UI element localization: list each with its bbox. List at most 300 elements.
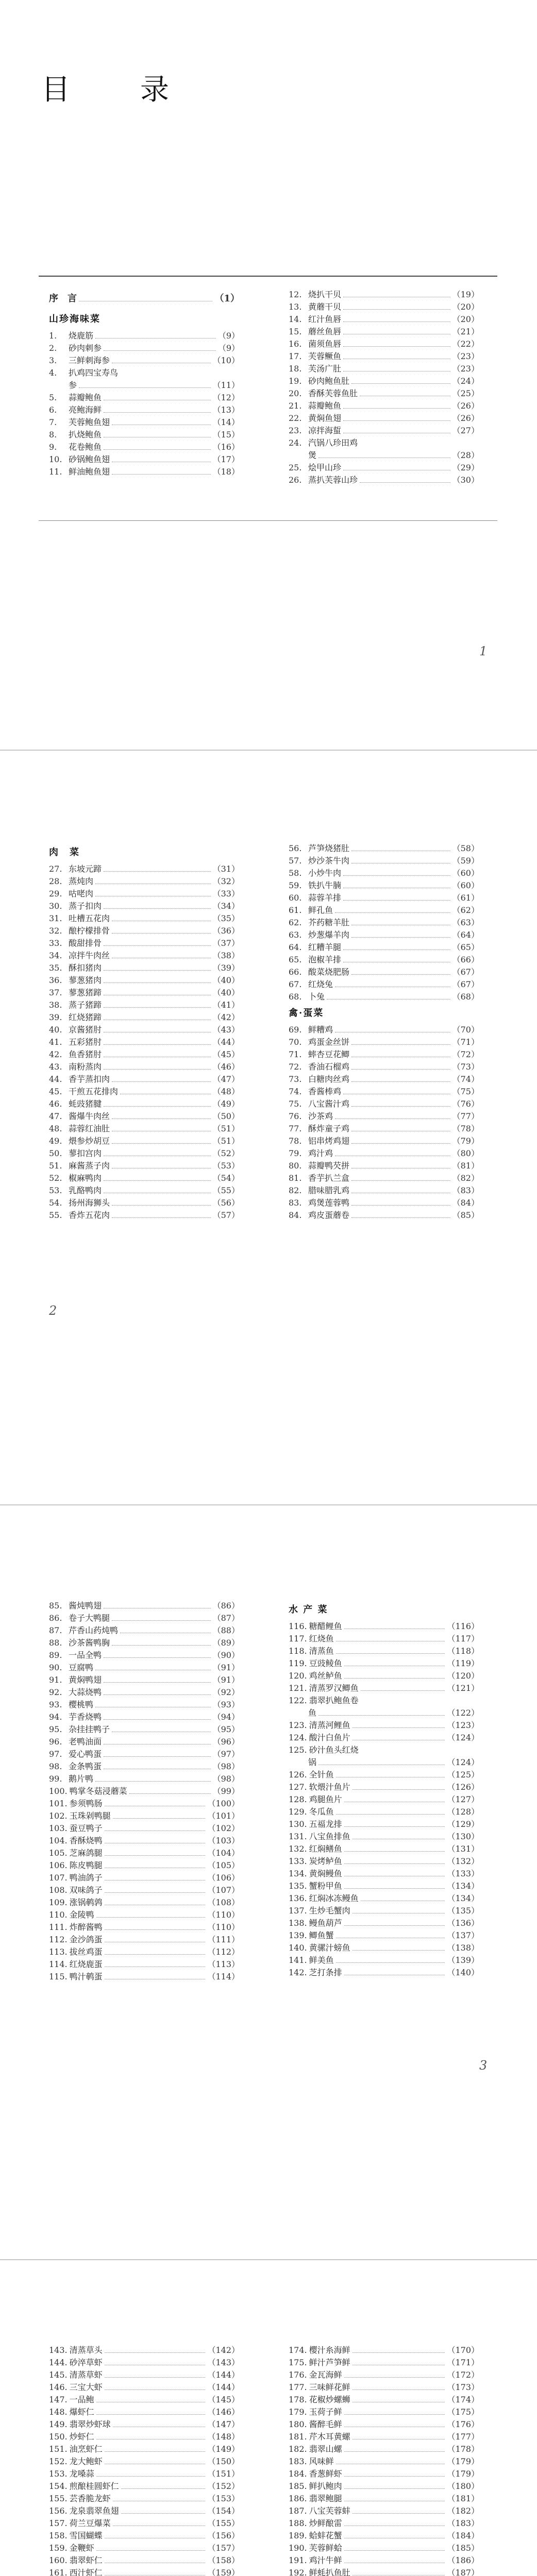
toc-entry <box>289 2418 479 2431</box>
toc-entry-number: 89. <box>49 1650 62 1660</box>
toc-entry-number: 35. <box>49 963 62 973</box>
toc-entry <box>289 1831 479 1843</box>
toc-entry <box>49 1711 240 1723</box>
toc-entry-page: （129） <box>447 1819 479 1829</box>
toc-entry-number: 142. <box>289 1968 307 1977</box>
toc-entry <box>289 363 479 375</box>
toc-entry <box>289 1657 479 1670</box>
toc-entry-page: （122） <box>447 1708 479 1718</box>
toc-entry-page: （81） <box>452 1161 479 1171</box>
dot-leader <box>318 1715 445 1716</box>
toc-entry-page: （83） <box>452 1185 479 1195</box>
toc-entry-page: （147） <box>207 2419 240 2429</box>
toc-entry <box>289 1184 479 1197</box>
toc-entry-title: 爆虾仁 <box>69 2407 94 2417</box>
toc-entry-number: 153. <box>49 2469 68 2479</box>
toc-entry-title: 煎酿桂圆虾仁 <box>69 2481 119 2491</box>
toc-page-4 <box>0 2262 537 2576</box>
toc-entry-title: 卷子大鸭腿 <box>69 1613 110 1623</box>
toc-entry-title: 鸡丝鲈鱼 <box>309 1671 342 1681</box>
toc-page-2 <box>0 752 537 1502</box>
toc-entry-page: （159） <box>207 2568 240 2576</box>
toc-entry <box>289 2431 479 2443</box>
toc-column-right <box>289 289 479 486</box>
toc-entry-page: （153） <box>207 2494 240 2503</box>
toc-entry-title: 参须鸭肠 <box>69 1799 103 1808</box>
toc-entry-title: 雪国蝴蝶 <box>69 2531 103 2540</box>
toc-column-left <box>49 1600 240 1983</box>
dot-leader <box>96 2414 206 2415</box>
toc-entry <box>49 888 240 900</box>
toc-entry-title: 金陵鸭 <box>69 1910 94 1920</box>
toc-entry-number: 117. <box>289 1634 307 1643</box>
toc-entry-title: 序 言 <box>49 293 77 304</box>
toc-entry-page: （179） <box>447 2469 479 2479</box>
toc-entry-page: （23） <box>452 351 479 361</box>
toc-entry-page: （70） <box>452 1025 479 1035</box>
toc-entry-page: （92） <box>212 1687 240 1697</box>
toc-entry-title: 香炸五花肉 <box>69 1210 110 1220</box>
toc-entry <box>49 974 240 987</box>
section-heading: 禽·蛋菜 <box>289 1008 324 1019</box>
toc-entry <box>49 404 240 416</box>
toc-entry-title: 芦笋烧猪肚 <box>308 843 350 853</box>
toc-entry-page: （133） <box>447 1869 479 1878</box>
toc-entry <box>49 2468 240 2480</box>
toc-entry-number: 138. <box>289 1918 307 1928</box>
toc-entry-title: 酱爆牛肉丝 <box>69 1111 110 1121</box>
toc-entry-number: 43. <box>49 1062 62 1072</box>
toc-entry-title: 酸甜排骨 <box>69 938 102 948</box>
toc-entry-page: （90） <box>212 1650 240 1660</box>
toc-entry-number: 110. <box>49 1910 68 1920</box>
toc-entry-number: 8. <box>49 430 57 439</box>
toc-entry-number: 23. <box>289 426 302 435</box>
toc-entry <box>289 1694 479 1707</box>
dot-leader <box>104 350 216 351</box>
toc-entry-title: 鸭油鸽子 <box>69 1873 103 1883</box>
toc-entry-page: （40） <box>212 988 240 997</box>
toc-entry-page: （91） <box>212 1663 240 1672</box>
toc-entry-page: （36） <box>212 926 240 936</box>
toc-entry-title: 酸菜烧肥肠 <box>308 967 350 977</box>
toc-entry-title: 酿柠檬排骨 <box>69 926 110 936</box>
toc-entry-number: 41. <box>49 1037 62 1047</box>
toc-entry-number: 118. <box>289 1646 307 1656</box>
toc-entry <box>49 900 240 912</box>
toc-entry-number: 65. <box>289 955 302 964</box>
toc-entry-number: 90. <box>49 1663 62 1672</box>
toc-entry <box>49 1810 240 1822</box>
toc-entry <box>49 2517 240 2530</box>
toc-entry <box>289 1123 479 1135</box>
toc-entry-number: 83. <box>289 1198 302 1208</box>
toc-entry-number: 7. <box>49 417 57 427</box>
toc-entry <box>49 1098 240 1110</box>
toc-entry-page: （39） <box>212 963 240 973</box>
toc-entry-title: 扬州海狮头 <box>69 1198 110 1208</box>
toc-entry-title: 香酥芙蓉鱼肚 <box>308 388 358 398</box>
toc-entry <box>289 2381 479 2394</box>
toc-entry-page: （150） <box>207 2456 240 2466</box>
toc-entry-page: （110） <box>207 1910 240 1920</box>
toc-entry <box>289 2344 479 2357</box>
toc-entry-title: 红烧鹿蛋 <box>69 1959 103 1969</box>
toc-entry-page: （86） <box>212 1601 240 1611</box>
toc-entry-title: 砂汁鱼头红烧 <box>309 1745 359 1755</box>
toc-entry-title: 金瓦海鲜 <box>309 2370 342 2380</box>
toc-entry-page: （175） <box>447 2407 479 2417</box>
toc-entry <box>49 1921 240 1934</box>
toc-entry-number: 56. <box>289 843 302 853</box>
dot-leader <box>353 1727 445 1728</box>
dot-leader <box>105 2352 206 2353</box>
dot-leader <box>343 321 450 322</box>
toc-entry-title: 清蒸河鲤鱼 <box>309 1720 350 1730</box>
toc-entry-number: 100. <box>49 1786 68 1796</box>
toc-entry <box>49 962 240 974</box>
toc-entry-page: （104） <box>207 1848 240 1858</box>
toc-entry-number: 105. <box>49 1848 68 1858</box>
toc-entry-title: 鱼 <box>308 1708 317 1718</box>
toc-entry <box>289 2406 479 2418</box>
toc-entry-number: 62. <box>289 918 302 927</box>
toc-entry <box>289 289 479 301</box>
toc-entry-title: 炒沙茶牛肉 <box>308 856 350 866</box>
toc-entry <box>49 367 240 379</box>
toc-entry <box>49 1958 240 1971</box>
toc-entry-title: 樱桃鸭 <box>69 1700 94 1709</box>
toc-entry-number: 91. <box>49 1675 62 1685</box>
toc-entry-title: 鲜美鱼 <box>309 1955 334 1965</box>
toc-entry-number: 96. <box>49 1737 62 1747</box>
toc-entry-page: （77） <box>452 1111 479 1121</box>
toc-entry-page: （94） <box>212 1712 240 1722</box>
toc-entry-page: （93） <box>212 1700 240 1709</box>
toc-entry-number: 12. <box>289 290 302 299</box>
toc-entry-number: 157. <box>49 2518 68 2528</box>
toc-entry-number: 160. <box>49 2555 68 2565</box>
toc-entry <box>49 1147 240 1160</box>
toc-entry-page: （1） <box>214 293 240 304</box>
toc-entry-page: （34） <box>212 901 240 911</box>
toc-entry-title: 全针鱼 <box>309 1770 334 1780</box>
toc-entry <box>289 313 479 326</box>
toc-entry <box>289 1905 479 1917</box>
page-separator <box>0 1504 537 1505</box>
toc-entry-page: （32） <box>212 876 240 886</box>
toc-entry-page: （120） <box>447 1671 479 1681</box>
toc-entry <box>289 1880 479 1892</box>
dot-leader <box>344 1863 445 1864</box>
toc-entry-title: 黄焖鱼翅 <box>308 413 342 423</box>
toc-entry-title: 芥药糖羊肚 <box>308 918 350 927</box>
toc-entry-page: （11） <box>212 380 240 390</box>
toc-entry <box>289 2554 479 2567</box>
toc-column-left <box>49 842 240 1222</box>
toc-entry-title: 蒜瓣鲍鱼 <box>69 393 102 402</box>
toc-entry-title: 三鲜刺海参 <box>69 355 110 365</box>
toc-entry-number: 58. <box>289 868 302 878</box>
dot-leader <box>112 1081 211 1082</box>
toc-entry-number: 9. <box>49 442 57 452</box>
toc-entry-number: 22. <box>289 413 302 423</box>
toc-entry-title: 三宝大虾 <box>69 2382 103 2392</box>
toc-entry-title: 芙蓉鳜鱼 <box>308 351 342 361</box>
toc-entry-page: （143） <box>207 2358 240 2367</box>
dot-leader <box>113 1818 206 1819</box>
toc-entry-title: 铁扒牛腩 <box>308 880 342 890</box>
toc-entry-page: （138） <box>447 1943 479 1953</box>
toc-entry-page: （72） <box>452 1049 479 1059</box>
toc-entry-title: 鸭汁鹌蛋 <box>69 1972 103 1981</box>
toc-entry-title: 黄蘑干贝 <box>308 302 342 312</box>
dot-leader <box>105 1929 206 1930</box>
toc-entry <box>289 1855 479 1868</box>
toc-entry-number: 156. <box>49 2506 68 2516</box>
toc-entry <box>289 842 479 855</box>
toc-entry-number: 85. <box>49 1601 62 1611</box>
toc-entry-number: 176. <box>289 2370 307 2380</box>
toc-entry-number: 67. <box>289 979 302 989</box>
toc-entry-title: 红焖冰冻鳗鱼 <box>309 1893 359 1903</box>
toc-entry-title: 蘑丝鱼唇 <box>308 327 342 336</box>
dot-leader <box>104 1719 211 1720</box>
toc-entry <box>49 1123 240 1135</box>
toc-entry-page: （19） <box>452 290 479 299</box>
dot-leader <box>335 1118 450 1119</box>
toc-entry <box>49 2357 240 2369</box>
toc-entry-number: 180. <box>289 2419 307 2429</box>
toc-entry-page: （74） <box>452 1074 479 1084</box>
page-title: 目 录 <box>41 73 190 107</box>
toc-entry-number: 31. <box>49 913 62 923</box>
toc-entry-page: （111） <box>207 1935 240 1944</box>
toc-entry-number: 108. <box>49 1885 68 1895</box>
toc-entry-number: 52. <box>49 1173 62 1183</box>
dot-leader <box>112 1645 211 1646</box>
toc-entry-title: 香葱鲜虾 <box>309 2469 342 2479</box>
toc-entry-title: 香酱棒鸡 <box>308 1087 342 1096</box>
toc-entry <box>49 1048 240 1061</box>
toc-entry-number: 42. <box>49 1049 62 1059</box>
toc-entry-title: 龙大鲍虾 <box>69 2456 103 2466</box>
toc-entry-page: （157） <box>207 2543 240 2553</box>
toc-entry-title: 鲜汁芦笋鲜 <box>309 2358 350 2367</box>
toc-entry-title: 香芋蒸扣肉 <box>69 1074 110 1084</box>
toc-entry <box>289 1868 479 1880</box>
dot-leader <box>104 1694 211 1695</box>
dot-leader <box>344 2488 445 2489</box>
toc-entry-page: （110） <box>207 1922 240 1932</box>
toc-entry-page: （41） <box>212 1000 240 1010</box>
toc-entry-number: 130. <box>289 1819 307 1829</box>
toc-entry-number: 128. <box>289 1794 307 1804</box>
toc-entry <box>49 999 240 1011</box>
dot-leader <box>353 2389 445 2390</box>
toc-entry-number: 112. <box>49 1935 68 1944</box>
toc-entry-page: （125） <box>447 1770 479 1780</box>
toc-entry <box>289 387 479 400</box>
toc-entry-number: 60. <box>289 893 302 903</box>
toc-entry-title: 扒鸡四宝寿鸟 <box>69 368 119 378</box>
toc-entry-number: 178. <box>289 2395 307 2404</box>
toc-entry-page: （176） <box>447 2419 479 2429</box>
toc-entry-page: （146） <box>207 2407 240 2417</box>
toc-entry-page: （87） <box>212 1613 240 1623</box>
toc-entry-number: 97. <box>49 1749 62 1759</box>
toc-entry-page: （9） <box>217 343 240 353</box>
dot-leader <box>104 1657 211 1658</box>
toc-entry <box>289 400 479 412</box>
toc-entry-page: （101） <box>207 1811 240 1821</box>
toc-entry-title: 吐槽五花肉 <box>69 913 110 923</box>
toc-entry <box>289 1917 479 1929</box>
dot-leader <box>104 970 211 971</box>
toc-entry <box>289 1209 479 1222</box>
toc-entry-number: 177. <box>289 2382 307 2392</box>
toc-entry-title: 泡椒羊排 <box>308 955 342 964</box>
toc-entry-title: 酱醉毛鲜 <box>309 2419 342 2429</box>
toc-entry-page: （49） <box>212 1099 240 1109</box>
toc-entry-page: （131） <box>447 1844 479 1854</box>
toc-entry-page: （124） <box>447 1733 479 1742</box>
toc-entry-page: （29） <box>452 463 479 472</box>
toc-entry <box>289 474 479 486</box>
toc-entry-page: （67） <box>452 979 479 989</box>
dot-leader <box>351 383 450 384</box>
toc-entry <box>289 2443 479 2455</box>
toc-entry-title: 龙泉翡翠鱼翅 <box>69 2506 119 2516</box>
toc-entry-number: 136. <box>289 1893 307 1903</box>
toc-entry <box>49 1946 240 1958</box>
toc-entry-page: （20） <box>452 314 479 324</box>
toc-entry-page: （128） <box>447 1807 479 1817</box>
toc-entry-page: （66） <box>452 955 479 964</box>
toc-entry-title: 油烹虾仁 <box>69 2444 103 2454</box>
toc-entry-page: （28） <box>452 450 479 460</box>
toc-entry-title: 龙嗓蒜 <box>69 2469 94 2479</box>
toc-entry-page: （155） <box>207 2518 240 2528</box>
toc-entry-number: 81. <box>289 1173 302 1183</box>
toc-entry-title: 红烧兔 <box>308 979 333 989</box>
toc-entry-page: （10） <box>212 355 240 365</box>
toc-entry <box>49 1649 240 1662</box>
toc-entry-title: 豆腐鸭 <box>69 1663 94 1672</box>
toc-entry-number: 121. <box>289 1683 307 1693</box>
toc-entry-title: 芙蓉鲍鱼翅 <box>69 417 110 427</box>
toc-entry-number: 82. <box>289 1185 302 1195</box>
toc-entry-number: 185. <box>289 2481 307 2491</box>
toc-entry-title: 西汁虾仁 <box>69 2568 103 2576</box>
toc-entry-number: 84. <box>289 1210 302 1220</box>
toc-entry <box>289 2530 479 2542</box>
toc-entry <box>49 925 240 937</box>
toc-entry <box>289 1744 479 1756</box>
toc-entry-title: 老鸭油面 <box>69 1737 102 1747</box>
toc-entry-page: （47） <box>212 1074 240 1084</box>
toc-entry-title: 芸香脆龙虾 <box>69 2494 111 2503</box>
toc-entry-page: （149） <box>207 2444 240 2454</box>
toc-entry-title: 咕咾肉 <box>69 889 94 899</box>
toc-entry-title: 砂锅鲍鱼翅 <box>69 454 110 464</box>
toc-entry-page: （118） <box>447 1646 479 1656</box>
toc-entry-number: 74. <box>289 1087 302 1096</box>
dot-leader <box>351 974 450 975</box>
toc-entry <box>289 1135 479 1147</box>
toc-page-3 <box>0 1507 537 2257</box>
toc-entry-page: （134） <box>447 1893 479 1903</box>
toc-entry-number: 113. <box>49 1947 68 1957</box>
toc-entry-number: 181. <box>289 2432 307 2442</box>
toc-entry <box>289 350 479 363</box>
toc-entry-title: 煲 <box>308 450 317 460</box>
toc-entry-page: （113） <box>207 1959 240 1969</box>
dot-leader <box>112 1217 211 1218</box>
toc-entry-number: 115. <box>49 1972 68 1981</box>
toc-entry-title: 红烧鱼 <box>309 1634 334 1643</box>
dot-leader <box>104 1682 211 1683</box>
toc-entry <box>49 453 240 466</box>
toc-entry <box>289 1732 479 1744</box>
toc-entry-title: 玉珠剁鸭腿 <box>69 1811 111 1821</box>
toc-entry-page: （44） <box>212 1037 240 1047</box>
toc-entry-title: 南粉蒸肉 <box>69 1062 102 1072</box>
toc-entry <box>49 1748 240 1760</box>
toc-entry-title: 蟹粉甲鱼 <box>309 1881 342 1891</box>
toc-entry-title: 鸡蛋金丝饼 <box>308 1037 350 1047</box>
toc-entry <box>49 1135 240 1147</box>
toc-entry-title: 烧鹿筋 <box>69 331 94 341</box>
toc-entry-title: 八宝芙蓉蚌 <box>309 2506 350 2516</box>
toc-entry-title: 干煎五花排肉 <box>69 1087 119 1096</box>
toc-entry-number: 102. <box>49 1811 68 1821</box>
toc-entry-number: 40. <box>49 1025 62 1035</box>
toc-entry-page: （80） <box>452 1148 479 1158</box>
toc-entry-title: 冬瓜鱼 <box>309 1807 334 1817</box>
toc-entry <box>49 1209 240 1222</box>
toc-entry-title: 花椒炒螺蛳 <box>309 2395 350 2404</box>
toc-entry <box>289 2369 479 2381</box>
toc-entry-number: 145. <box>49 2370 68 2380</box>
toc-entry-number: 19. <box>289 376 302 386</box>
toc-entry <box>289 1929 479 1942</box>
toc-entry-page: （48） <box>212 1087 240 1096</box>
toc-entry-title: 小炒牛肉 <box>308 868 342 878</box>
toc-entry-number: 77. <box>289 1124 302 1133</box>
toc-entry-page: （46） <box>212 1062 240 1072</box>
toc-entry-number: 191. <box>289 2555 307 2565</box>
toc-entry-title: 鸡腿鱼片 <box>309 1794 342 1804</box>
dot-leader <box>343 309 450 310</box>
toc-entry-number: 134. <box>289 1869 307 1878</box>
toc-entry-number: 192. <box>289 2568 307 2576</box>
dot-leader <box>95 1781 211 1782</box>
toc-entry-number: 133. <box>289 1856 307 1866</box>
toc-entry-title: 蛤蚌花蟹 <box>309 2531 342 2540</box>
toc-entry <box>289 1620 479 1633</box>
toc-entry-number: 189. <box>289 2531 307 2540</box>
toc-entry-number: 11. <box>49 467 62 477</box>
toc-entry <box>49 1798 240 1810</box>
dot-leader <box>96 2550 206 2551</box>
dot-leader <box>351 1106 450 1107</box>
toc-entry-number: 88. <box>49 1638 62 1648</box>
toc-entry <box>49 2530 240 2542</box>
toc-entry-page: （123） <box>447 1720 479 1730</box>
toc-entry <box>289 2542 479 2554</box>
toc-entry <box>49 441 240 453</box>
